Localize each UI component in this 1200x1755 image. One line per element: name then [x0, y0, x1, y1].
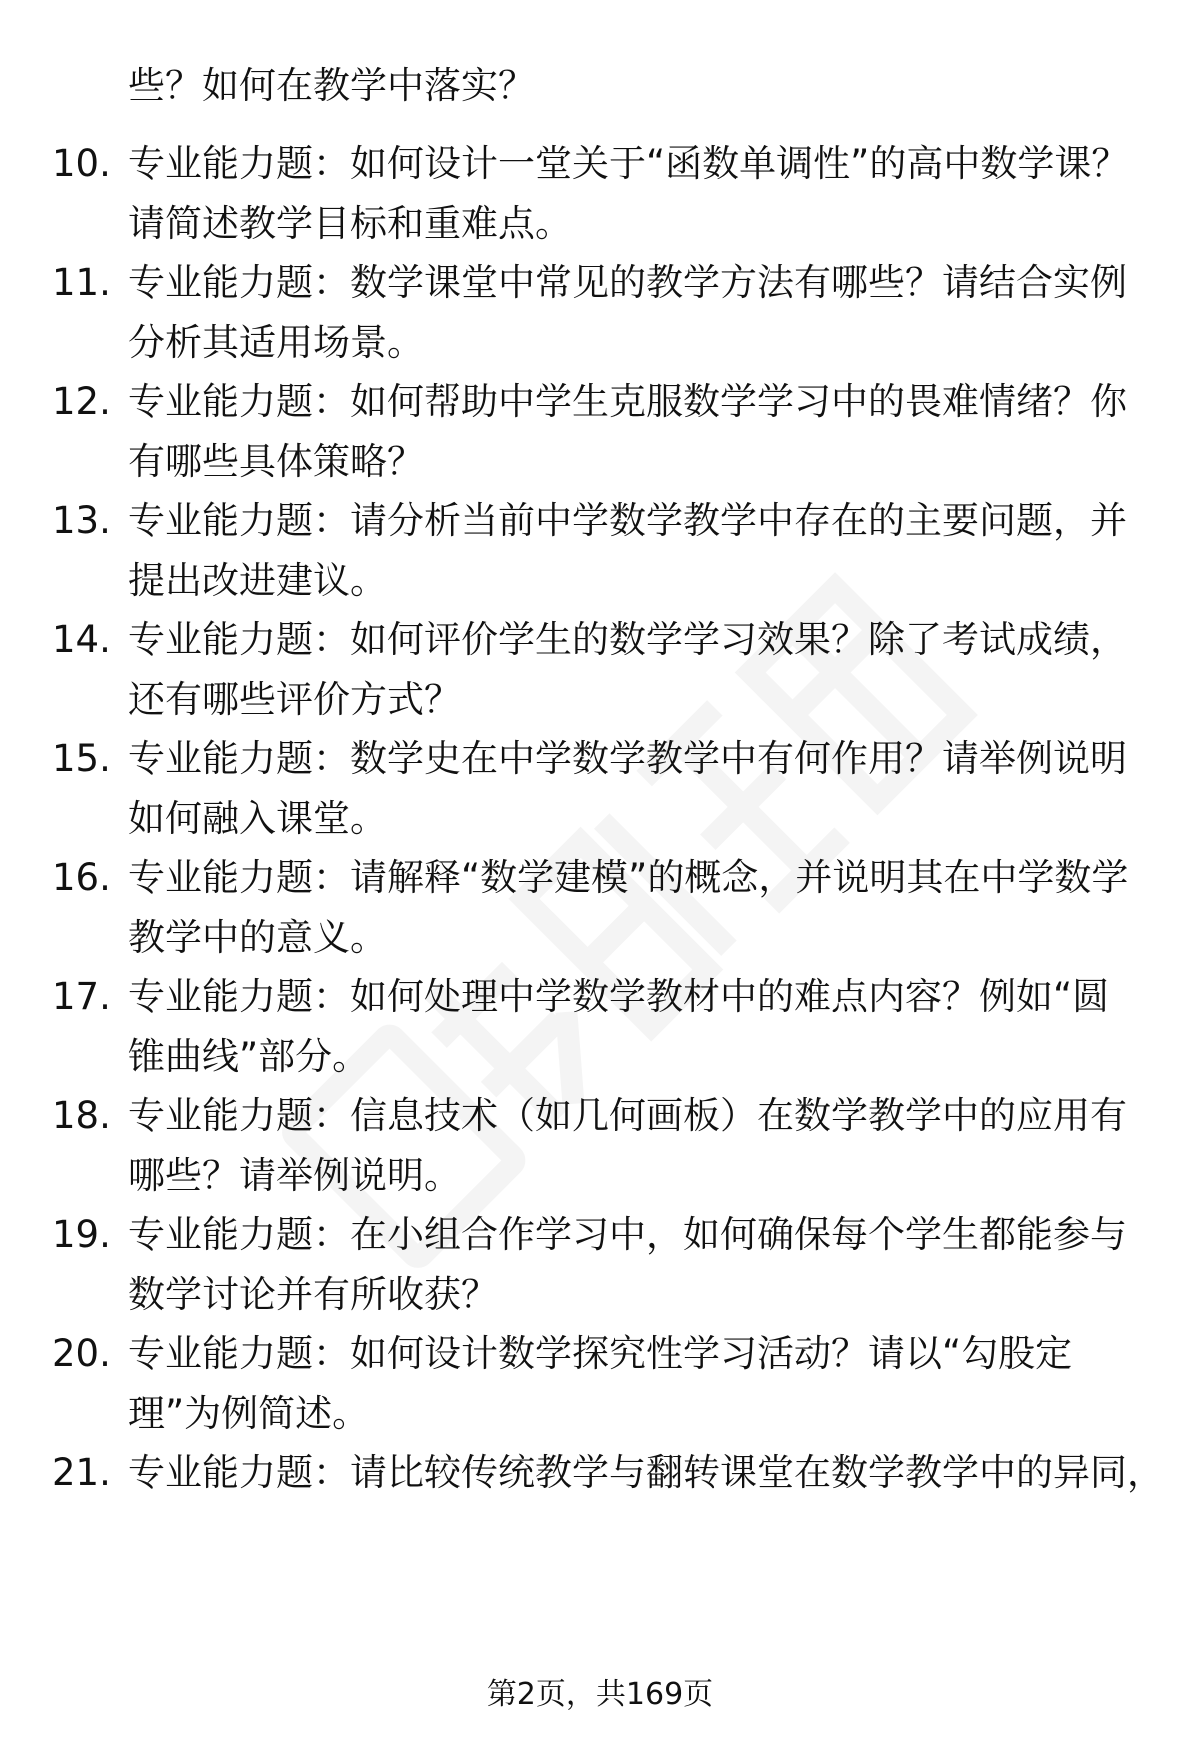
question-item [0, 1324, 1200, 1448]
question-text: 专业能力题：如何设计数学探究性学习活动？请以“勾股定理”为例简述。 [128, 1332, 1073, 1435]
question-text: 专业能力题：数学课堂中常见的教学方法有哪些？请结合实例分析其适用场景。 [128, 261, 1127, 364]
question-item [0, 1443, 1200, 1507]
question-item [0, 610, 1200, 734]
question-item [0, 967, 1200, 1091]
question-number: 13. [52, 499, 111, 542]
question-number: 11. [52, 261, 111, 304]
question-item [0, 848, 1200, 972]
question-item [0, 491, 1200, 615]
question-text: 专业能力题：请解释“数学建模”的概念，并说明其在中学数学教学中的意义。 [128, 856, 1129, 959]
question-item [0, 1205, 1200, 1329]
question-text: 专业能力题：在小组合作学习中，如何确保每个学生都能参与数学讨论并有所收获？ [128, 1213, 1127, 1316]
question-number: 21. [52, 1451, 111, 1494]
question-number: 20. [52, 1332, 111, 1375]
question-text: 专业能力题：信息技术（如几何画板）在数学教学中的应用有哪些？请举例说明。 [128, 1094, 1127, 1197]
question-number: 17. [52, 975, 111, 1018]
question-text: 专业能力题：数学史在中学数学教学中有何作用？请举例说明如何融入课堂。 [128, 737, 1127, 840]
question-item [0, 372, 1200, 496]
question-number: 18. [52, 1094, 111, 1137]
question-text: 专业能力题：如何评价学生的数学学习效果？除了考试成绩，还有哪些评价方式？ [128, 618, 1127, 721]
question-item [0, 134, 1200, 258]
question-number: 19. [52, 1213, 111, 1256]
question-number: 16. [52, 856, 111, 899]
question-number: 10. [52, 142, 111, 185]
question-item [0, 253, 1200, 377]
question-text: 专业能力题：如何帮助中学生克服数学学习中的畏难情绪？你有哪些具体策略？ [128, 380, 1127, 483]
question-number: 15. [52, 737, 111, 780]
question-item [0, 1086, 1200, 1210]
question-text: 专业能力题：请分析当前中学数学教学中存在的主要问题，并提出改进建议。 [128, 499, 1127, 602]
page-footer: 第2页，共169页 [486, 1677, 714, 1712]
question-number: 14. [52, 618, 111, 661]
question-number: 12. [52, 380, 111, 423]
continuation-text: 些？如何在教学中落实？ [128, 64, 535, 107]
question-text: 专业能力题：请比较传统教学与翻转课堂在数学教学中的异同， [128, 1451, 1164, 1494]
question-item [0, 729, 1200, 853]
question-text: 专业能力题：如何设计一堂关于“函数单调性”的高中数学课？请简述教学目标和重难点。 [128, 142, 1129, 245]
question-text: 专业能力题：如何处理中学数学教材中的难点内容？例如“圆锥曲线”部分。 [128, 975, 1110, 1078]
